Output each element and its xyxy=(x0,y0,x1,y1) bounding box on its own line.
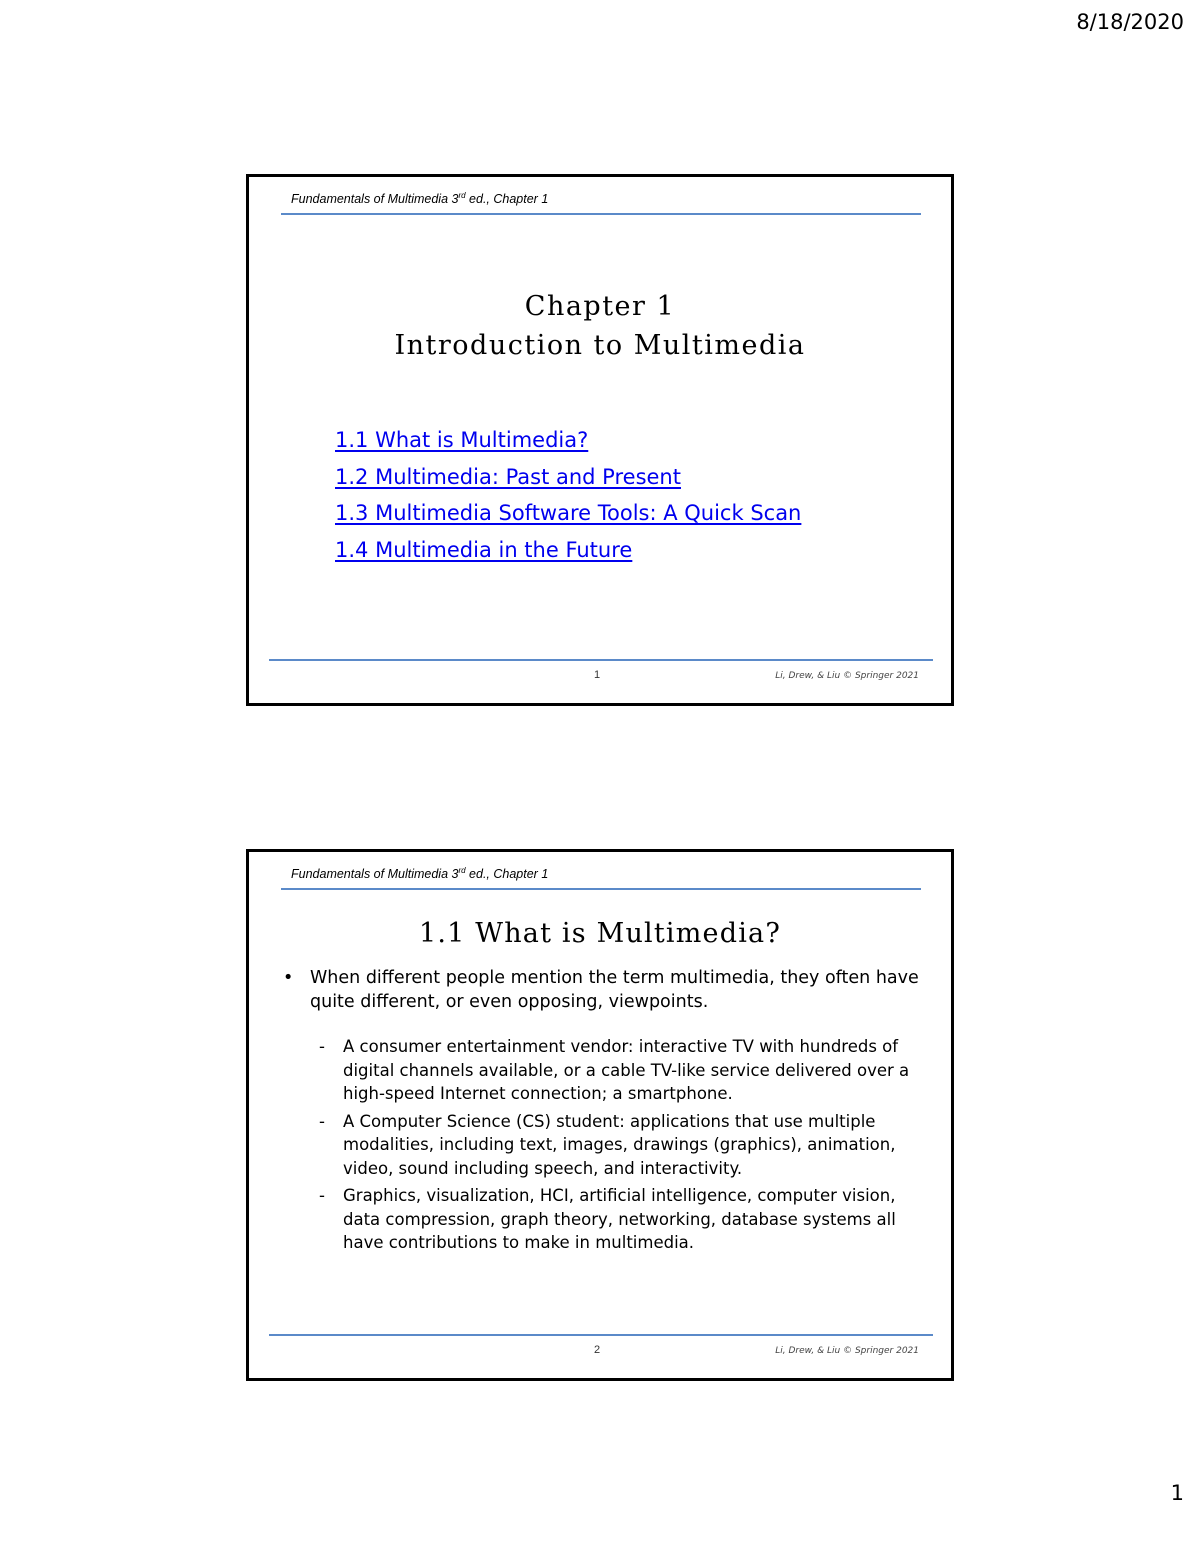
toc-link-1-3[interactable]: 1.3 Multimedia Software Tools: A Quick Scan xyxy=(335,501,802,525)
toc-item xyxy=(335,422,801,459)
chapter-number: Chapter 1 xyxy=(524,291,676,322)
sub-bullet-text: Graphics, visualization, HCI, artificial intelligence, computer vision, data compression, graph theory, networking, database systems all have contributions to make in multimedia. xyxy=(343,1186,896,1252)
toc-link-1-2[interactable]: 1.2 Multimedia: Past and Present xyxy=(335,464,681,489)
header-divider xyxy=(281,888,921,890)
table-of-contents xyxy=(335,422,801,568)
toc-item xyxy=(335,459,801,496)
slide-1 xyxy=(246,174,954,706)
bullet-mark: • xyxy=(283,968,294,988)
toc-item xyxy=(335,532,801,569)
sub-bullet xyxy=(315,1110,925,1181)
chapter-name: Introduction to Multimedia xyxy=(394,330,806,361)
dash-mark: - xyxy=(319,1111,325,1131)
page-number: 1 xyxy=(1170,1481,1184,1505)
toc-link-1-4[interactable]: 1.4 Multimedia in the Future xyxy=(335,537,633,562)
header-divider xyxy=(281,213,921,215)
sub-bullet-text: A consumer entertainment vendor: interactive TV with hundreds of digital channels available, or a cable TV-like service delivered over a high-speed Internet connection; a smartphone. xyxy=(343,1037,910,1103)
slide-credit: Li, Drew, & Liu © Springer 2021 xyxy=(775,1346,919,1356)
footer-divider xyxy=(269,659,933,661)
slide-number: 2 xyxy=(594,1344,601,1356)
slide-2 xyxy=(246,849,954,1381)
toc-link-1-1[interactable]: 1.1 What is Multimedia? xyxy=(335,428,589,452)
main-bullet xyxy=(283,966,923,1014)
slide-header: Fundamentals of Multimedia 3rd ed., Chapter 1 xyxy=(291,191,549,207)
slide-header: Fundamentals of Multimedia 3rd ed., Chapter 1 xyxy=(291,866,549,882)
dash-mark: - xyxy=(319,1037,325,1056)
bullet-text: When different people mention the term multimedia, they often have quite different, or even opposing, viewpoints. xyxy=(310,968,919,1012)
sub-bullet xyxy=(315,1184,925,1255)
slide-number: 1 xyxy=(594,669,601,681)
sub-bullet xyxy=(315,1035,925,1106)
chapter-title xyxy=(249,287,951,365)
slide-title: 1.1 What is Multimedia? xyxy=(418,918,782,949)
slide-credit: Li, Drew, & Liu © Springer 2021 xyxy=(775,671,919,681)
sub-bullet-list xyxy=(315,1035,925,1259)
print-date: 8/18/2020 xyxy=(1076,10,1184,34)
toc-item xyxy=(335,495,801,532)
dash-mark: - xyxy=(319,1186,325,1205)
sub-bullet-text: A Computer Science (CS) student: applications that use multiple modalities, including text, images, drawings (graphics), animation, video, sound including speech, and interactivity. xyxy=(343,1111,896,1178)
footer-divider xyxy=(269,1334,933,1336)
